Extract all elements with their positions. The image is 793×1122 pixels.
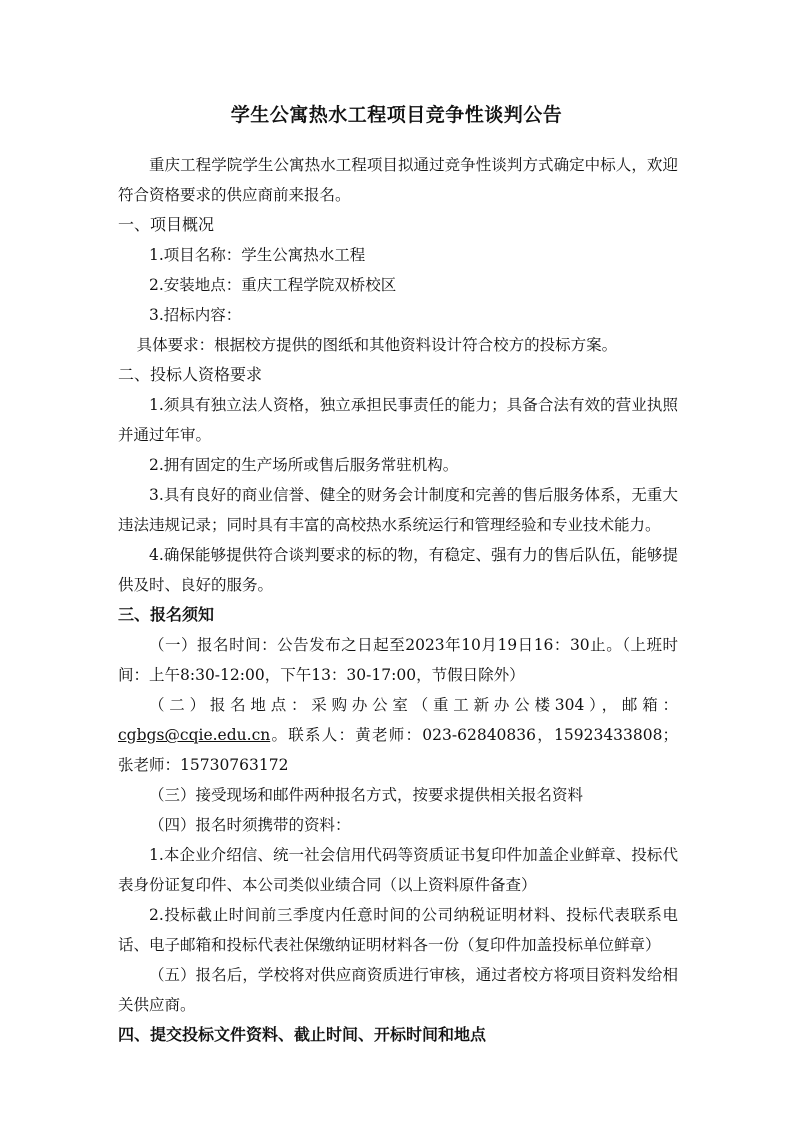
section-1-item-1: 1.项目名称：学生公寓热水工程 <box>149 246 366 264</box>
intro-paragraph: 重庆工程学院学生公寓热水工程项目拟通过竞争性谈判方式确定中标人，欢迎符合资格要求的供应商前来报名。 <box>118 156 678 204</box>
section-3-sub-1: 1.本企业介绍信、统一社会信用代码等资质证书复印件加盖企业鲜章、投标代表身份证复印件、本公司类似业绩合同（以上资料原件备查） <box>118 846 678 894</box>
section-1-requirement: 具体要求：根据校方提供的图纸和其他资料设计符合校方的投标方案。 <box>136 336 618 354</box>
section-3-item-2-prefix: （二）报名地点：采购办公室（重工新办公楼304），邮箱： <box>149 696 678 714</box>
section-2-item-1: 1.须具有独立法人资格，独立承担民事责任的能力；具备合法有效的营业执照并通过年审。 <box>118 396 678 444</box>
page-title: 学生公寓热水工程项目竞争性谈判公告 <box>230 104 563 126</box>
section-2-item-2: 2.拥有固定的生产场所或售后服务常驻机构。 <box>149 456 459 474</box>
section-1-heading: 一、项目概况 <box>118 215 215 234</box>
section-3-heading: 三、报名须知 <box>118 605 215 624</box>
section-3-item-2-suffix: 。联系人：黄老师：023-62840836，15923433808；张老师：15730763172 <box>118 726 678 774</box>
section-3-sub-2: 2.投标截止时间前三季度内任意时间的公司纳税证明材料、投标代表联系电话、电子邮箱和投标代表社保缴纳证明材料各一份（复印件加盖投标单位鲜章） <box>118 906 678 954</box>
section-1-item-3: 3.招标内容： <box>149 306 242 324</box>
section-2-item-4: 4.确保能够提供符合谈判要求的标的物，有稳定、强有力的售后队伍，能够提供及时、良好的服务。 <box>118 546 678 594</box>
document-body <box>118 150 678 1050</box>
section-3-item-1: （一）报名时间：公告发布之日起至2023年10月19日16：30止。（上班时间：上午8:30-12:00，下午13：30-17:00，节假日除外） <box>118 636 678 684</box>
section-3-item-5: （五）报名后，学校将对供应商资质进行审核，通过者校方将项目资料发给相关供应商。 <box>118 966 678 1014</box>
section-3-item-3: （三）接受现场和邮件两种报名方式，按要求提供相关报名资料 <box>149 786 584 804</box>
section-3-item-4: （四）报名时须携带的资料： <box>149 816 351 834</box>
section-4-heading: 四、提交投标文件资料、截止时间、开标时间和地点 <box>118 1025 487 1044</box>
section-2-heading: 二、投标人资格要求 <box>118 365 263 384</box>
email-link[interactable]: cgbgs@cqie.edu.cn <box>118 726 271 744</box>
section-2-item-3: 3.具有良好的商业信誉、健全的财务会计制度和完善的售后服务体系，无重大违法违规记录；同时具有丰富的高校热水系统运行和管理经验和专业技术能力。 <box>118 486 678 534</box>
section-3-item-2 <box>118 690 678 780</box>
section-1-item-2: 2.安装地点：重庆工程学院双桥校区 <box>149 276 397 294</box>
